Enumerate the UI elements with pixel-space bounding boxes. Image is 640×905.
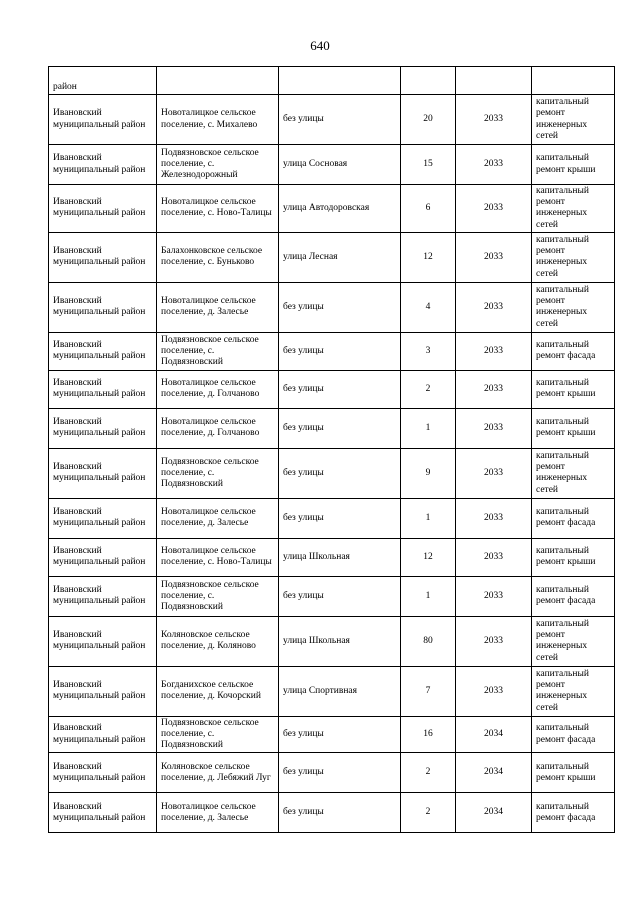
district-cell: Ивановский муниципальный район	[49, 448, 157, 498]
year-cell: 2033	[456, 145, 532, 185]
quantity-cell: 2	[401, 370, 456, 408]
year-cell: 2034	[456, 793, 532, 833]
work-type-cell: капитальный ремонт инженерных сетей	[532, 282, 615, 332]
table-row	[49, 716, 615, 753]
locality-cell: Новоталицкое сельское поселение, д. Залесье	[157, 498, 279, 538]
locality-cell: Подвязновское сельское поселение, с. Подвязновский	[157, 332, 279, 370]
district-cell: Ивановский муниципальный район	[49, 332, 157, 370]
district-cell: Ивановский муниципальный район	[49, 753, 157, 793]
table-row	[49, 185, 615, 233]
locality-cell: Подвязновское сельское поселение, с. Железнодорожный	[157, 145, 279, 185]
street-cell: без улицы	[279, 370, 401, 408]
work-type-cell: капитальный ремонт крыши	[532, 753, 615, 793]
district-cell: Ивановский муниципальный район	[49, 408, 157, 448]
year-cell: 2033	[456, 408, 532, 448]
locality-cell: Новоталицкое сельское поселение, с. Ново-Талицы	[157, 185, 279, 233]
work-type-cell: капитальный ремонт крыши	[532, 145, 615, 185]
street-cell: улица Спортивная	[279, 666, 401, 716]
street-cell: улица Лесная	[279, 232, 401, 282]
year-cell: 2033	[456, 332, 532, 370]
work-type-cell: капитальный ремонт инженерных сетей	[532, 232, 615, 282]
table-row	[49, 793, 615, 833]
year-cell: 2033	[456, 232, 532, 282]
district-cell: Ивановский муниципальный район	[49, 232, 157, 282]
year-cell: 2033	[456, 370, 532, 408]
quantity-cell: 16	[401, 716, 456, 753]
table-row-continued	[49, 67, 615, 95]
table-row	[49, 282, 615, 332]
quantity-cell: 1	[401, 408, 456, 448]
district-cell: район	[49, 67, 157, 95]
work-type-cell: капитальный ремонт фасада	[532, 576, 615, 616]
district-cell: Ивановский муниципальный район	[49, 793, 157, 833]
quantity-cell: 2	[401, 753, 456, 793]
district-cell: Ивановский муниципальный район	[49, 95, 157, 145]
street-cell: без улицы	[279, 793, 401, 833]
locality-cell: Подвязновское сельское поселение, с. Подвязновский	[157, 448, 279, 498]
table-row	[49, 616, 615, 666]
work-type-cell: капитальный ремонт инженерных сетей	[532, 616, 615, 666]
table-row	[49, 232, 615, 282]
quantity-cell: 15	[401, 145, 456, 185]
quantity-cell: 9	[401, 448, 456, 498]
locality-cell: Новоталицкое сельское поселение, д. Залесье	[157, 282, 279, 332]
work-type-cell: капитальный ремонт фасада	[532, 498, 615, 538]
work-type-cell: капитальный ремонт инженерных сетей	[532, 185, 615, 233]
locality-cell: Новоталицкое сельское поселение, с. Ново-Талицы	[157, 538, 279, 576]
year-cell: 2033	[456, 576, 532, 616]
district-cell: Ивановский муниципальный район	[49, 538, 157, 576]
table-row	[49, 408, 615, 448]
year-cell: 2033	[456, 185, 532, 233]
table-row	[49, 576, 615, 616]
locality-cell: Новоталицкое сельское поселение, д. Голчаново	[157, 370, 279, 408]
year-cell: 2034	[456, 753, 532, 793]
quantity-cell: 1	[401, 498, 456, 538]
table-row	[49, 538, 615, 576]
quantity-cell: 20	[401, 95, 456, 145]
repair-schedule-table	[48, 66, 615, 833]
work-type-cell: капитальный ремонт крыши	[532, 408, 615, 448]
district-cell: Ивановский муниципальный район	[49, 716, 157, 753]
table-row	[49, 370, 615, 408]
table-row	[49, 332, 615, 370]
district-cell: Ивановский муниципальный район	[49, 185, 157, 233]
work-type-cell: капитальный ремонт фасада	[532, 716, 615, 753]
locality-cell: Новоталицкое сельское поселение, с. Михалево	[157, 95, 279, 145]
year-cell: 2033	[456, 666, 532, 716]
district-cell: Ивановский муниципальный район	[49, 498, 157, 538]
work-type-cell: капитальный ремонт инженерных сетей	[532, 95, 615, 145]
year-cell: 2033	[456, 448, 532, 498]
street-cell: без улицы	[279, 498, 401, 538]
locality-cell: Новоталицкое сельское поселение, д. Голчаново	[157, 408, 279, 448]
locality-cell	[157, 67, 279, 95]
table-row	[49, 145, 615, 185]
street-cell: улица Школьная	[279, 616, 401, 666]
quantity-cell	[401, 67, 456, 95]
work-type-cell	[532, 67, 615, 95]
year-cell: 2033	[456, 95, 532, 145]
locality-cell: Коляновское сельское поселение, д. Лебяжий Луг	[157, 753, 279, 793]
street-cell: улица Школьная	[279, 538, 401, 576]
district-cell: Ивановский муниципальный район	[49, 282, 157, 332]
street-cell: без улицы	[279, 332, 401, 370]
street-cell: без улицы	[279, 282, 401, 332]
quantity-cell: 6	[401, 185, 456, 233]
district-cell: Ивановский муниципальный район	[49, 370, 157, 408]
year-cell: 2033	[456, 616, 532, 666]
work-type-cell: капитальный ремонт фасада	[532, 332, 615, 370]
work-type-cell: капитальный ремонт крыши	[532, 538, 615, 576]
quantity-cell: 4	[401, 282, 456, 332]
table-row	[49, 95, 615, 145]
locality-cell: Коляновское сельское поселение, д. Коляново	[157, 616, 279, 666]
year-cell: 2033	[456, 498, 532, 538]
street-cell: без улицы	[279, 448, 401, 498]
quantity-cell: 2	[401, 793, 456, 833]
locality-cell: Подвязновское сельское поселение, с. Подвязновский	[157, 716, 279, 753]
page-number: 640	[310, 38, 330, 53]
locality-cell: Богданихское сельское поселение, д. Кочорский	[157, 666, 279, 716]
table-row	[49, 498, 615, 538]
street-cell: без улицы	[279, 716, 401, 753]
district-cell: Ивановский муниципальный район	[49, 576, 157, 616]
street-cell: без улицы	[279, 576, 401, 616]
quantity-cell: 12	[401, 538, 456, 576]
quantity-cell: 80	[401, 616, 456, 666]
work-type-cell: капитальный ремонт инженерных сетей	[532, 448, 615, 498]
street-cell: без улицы	[279, 753, 401, 793]
quantity-cell: 12	[401, 232, 456, 282]
locality-cell: Подвязновское сельское поселение, с. Подвязновский	[157, 576, 279, 616]
table-row	[49, 448, 615, 498]
quantity-cell: 1	[401, 576, 456, 616]
street-cell: улица Сосновая	[279, 145, 401, 185]
year-cell: 2033	[456, 538, 532, 576]
locality-cell: Балахонковское сельское поселение, с. Буньково	[157, 232, 279, 282]
street-cell: улица Автодоровская	[279, 185, 401, 233]
locality-cell: Новоталицкое сельское поселение, д. Залесье	[157, 793, 279, 833]
district-cell: Ивановский муниципальный район	[49, 616, 157, 666]
year-cell: 2033	[456, 282, 532, 332]
table-row	[49, 666, 615, 716]
work-type-cell: капитальный ремонт фасада	[532, 793, 615, 833]
street-cell	[279, 67, 401, 95]
year-cell	[456, 67, 532, 95]
quantity-cell: 3	[401, 332, 456, 370]
quantity-cell: 7	[401, 666, 456, 716]
district-cell: Ивановский муниципальный район	[49, 666, 157, 716]
year-cell: 2034	[456, 716, 532, 753]
table-row	[49, 753, 615, 793]
work-type-cell: капитальный ремонт крыши	[532, 370, 615, 408]
district-cell: Ивановский муниципальный район	[49, 145, 157, 185]
work-type-cell: капитальный ремонт инженерных сетей	[532, 666, 615, 716]
street-cell: без улицы	[279, 408, 401, 448]
street-cell: без улицы	[279, 95, 401, 145]
